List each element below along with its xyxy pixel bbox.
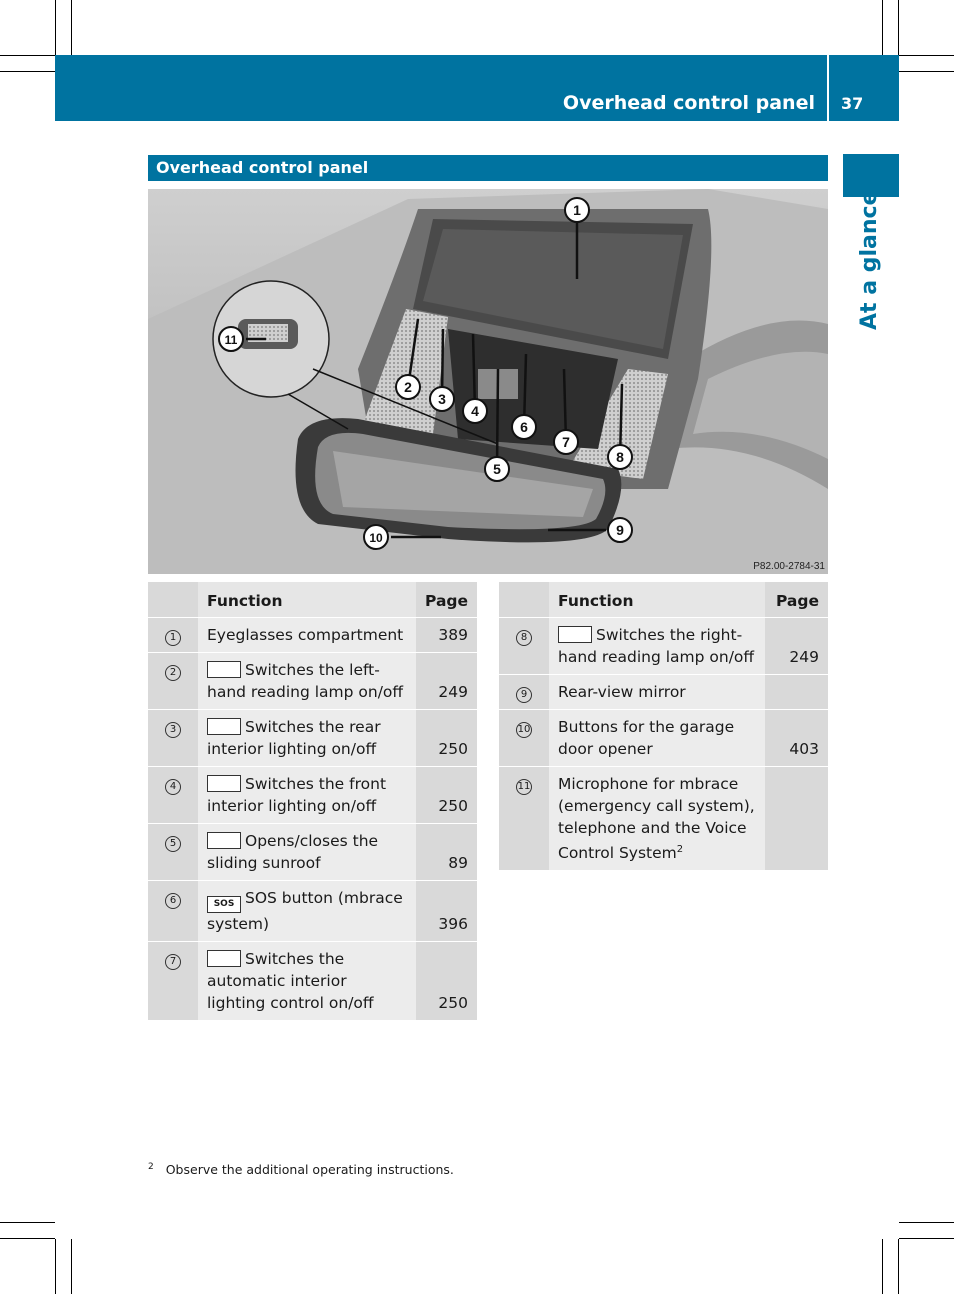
row-number-cell	[499, 710, 549, 767]
table-row	[148, 881, 477, 942]
function-cell	[198, 653, 416, 710]
page-ref	[765, 767, 828, 871]
page-ref: 249	[416, 653, 477, 710]
row-number: 11	[516, 779, 532, 795]
row-number-cell	[148, 710, 198, 767]
function-text: Switches the rear interior lighting on/off	[207, 718, 381, 758]
callout-number: 8	[616, 449, 624, 465]
function-cell	[198, 942, 416, 1021]
table-row	[148, 653, 477, 710]
row-number: 10	[516, 722, 532, 738]
row-number-cell	[499, 618, 549, 675]
row-number: 2	[165, 665, 181, 681]
function-text: Opens/closes the sliding sunroof	[207, 832, 379, 872]
header-title: Overhead control panel	[562, 92, 815, 114]
function-cell	[198, 710, 416, 767]
function-cell	[549, 618, 765, 675]
footnote-text: Observe the additional operating instructions.	[165, 1162, 454, 1178]
table-row	[148, 767, 477, 824]
page-ref: 250	[416, 710, 477, 767]
section-heading	[148, 155, 828, 181]
row-number: 8	[516, 630, 532, 646]
row-number: 4	[165, 779, 181, 795]
page-ref: 389	[416, 618, 477, 653]
col-header-page: Page	[765, 582, 828, 618]
function-cell	[198, 881, 416, 942]
footnote-marker: 2	[148, 1162, 154, 1172]
side-tab-text: At a glance	[857, 190, 882, 330]
function-text: Rear-view mirror	[558, 683, 686, 701]
col-header-number	[499, 582, 549, 618]
header-divider	[827, 55, 829, 121]
table-header-row	[148, 582, 477, 618]
page-ref: 396	[416, 881, 477, 942]
table-row	[148, 710, 477, 767]
auto-light-icon	[207, 950, 241, 967]
table-row	[499, 710, 828, 767]
sos-icon: SOS	[207, 896, 241, 913]
page-ref: 89	[416, 824, 477, 881]
row-number: 3	[165, 722, 181, 738]
function-text: SOS button (mbrace system)	[207, 889, 403, 933]
rear-light-icon	[207, 718, 241, 735]
page-header	[55, 55, 899, 121]
function-table-left	[148, 582, 477, 1021]
table-row	[148, 942, 477, 1021]
function-cell	[198, 767, 416, 824]
table-row	[148, 618, 477, 653]
callout-number: 7	[562, 434, 570, 450]
function-cell	[549, 710, 765, 767]
row-number-cell	[148, 824, 198, 881]
function-cell	[198, 824, 416, 881]
function-text: Switches the right-hand reading lamp on/off	[558, 626, 755, 666]
row-number-cell	[148, 618, 198, 653]
col-header-function: Function	[198, 582, 416, 618]
row-number-cell	[148, 767, 198, 824]
front-light-icon	[207, 775, 241, 792]
row-number: 5	[165, 836, 181, 852]
function-text: Microphone for mbrace (emergency call system), telephone and the Voice Control System	[558, 775, 755, 863]
row-number-cell	[148, 942, 198, 1021]
col-header-page: Page	[416, 582, 477, 618]
function-cell	[549, 675, 765, 710]
callout-number: 2	[404, 379, 412, 395]
figure-code: P82.00-2784-31	[753, 561, 825, 572]
page-number: 37	[841, 94, 864, 113]
page-ref	[765, 675, 828, 710]
callout-number: 1	[573, 202, 581, 218]
callout-number: 6	[520, 419, 528, 435]
section-title: Overhead control panel	[156, 158, 369, 177]
function-text: Buttons for the garage door opener	[558, 718, 735, 758]
row-number: 9	[516, 687, 532, 703]
table-row	[148, 824, 477, 881]
footnote	[148, 1159, 454, 1178]
function-cell	[198, 618, 416, 653]
callout-number: 3	[438, 391, 446, 407]
page-ref: 249	[765, 618, 828, 675]
function-text: Switches the front interior lighting on/off	[207, 775, 387, 815]
callout-number: 9	[616, 522, 624, 538]
function-text: Switches the automatic interior lighting control on/off	[207, 950, 374, 1012]
table-row	[499, 675, 828, 710]
row-number-cell	[499, 675, 549, 710]
reading-lamp-icon	[207, 661, 241, 678]
row-number: 1	[165, 630, 181, 646]
sunroof-icon	[207, 832, 241, 849]
table-row	[499, 618, 828, 675]
page-ref: 250	[416, 942, 477, 1021]
function-text: Eyeglasses compartment	[207, 626, 404, 644]
callout-number: 10	[369, 531, 383, 545]
page-ref: 250	[416, 767, 477, 824]
row-number: 7	[165, 954, 181, 970]
function-text: Switches the left-hand reading lamp on/off	[207, 661, 404, 701]
footnote-ref: 2	[676, 844, 684, 855]
col-header-number	[148, 582, 198, 618]
function-table-right	[499, 582, 828, 871]
table-header-row	[499, 582, 828, 618]
col-header-function: Function	[549, 582, 765, 618]
page-ref: 403	[765, 710, 828, 767]
callout-number: 4	[471, 403, 479, 419]
table-row	[499, 767, 828, 871]
reading-lamp-icon	[558, 626, 592, 643]
row-number-cell	[148, 653, 198, 710]
overhead-panel-figure	[148, 189, 828, 574]
row-number: 6	[165, 893, 181, 909]
row-number-cell	[148, 881, 198, 942]
row-number-cell	[499, 767, 549, 871]
callout-number: 11	[224, 333, 238, 347]
callout-number: 5	[493, 461, 501, 477]
function-cell	[549, 767, 765, 871]
